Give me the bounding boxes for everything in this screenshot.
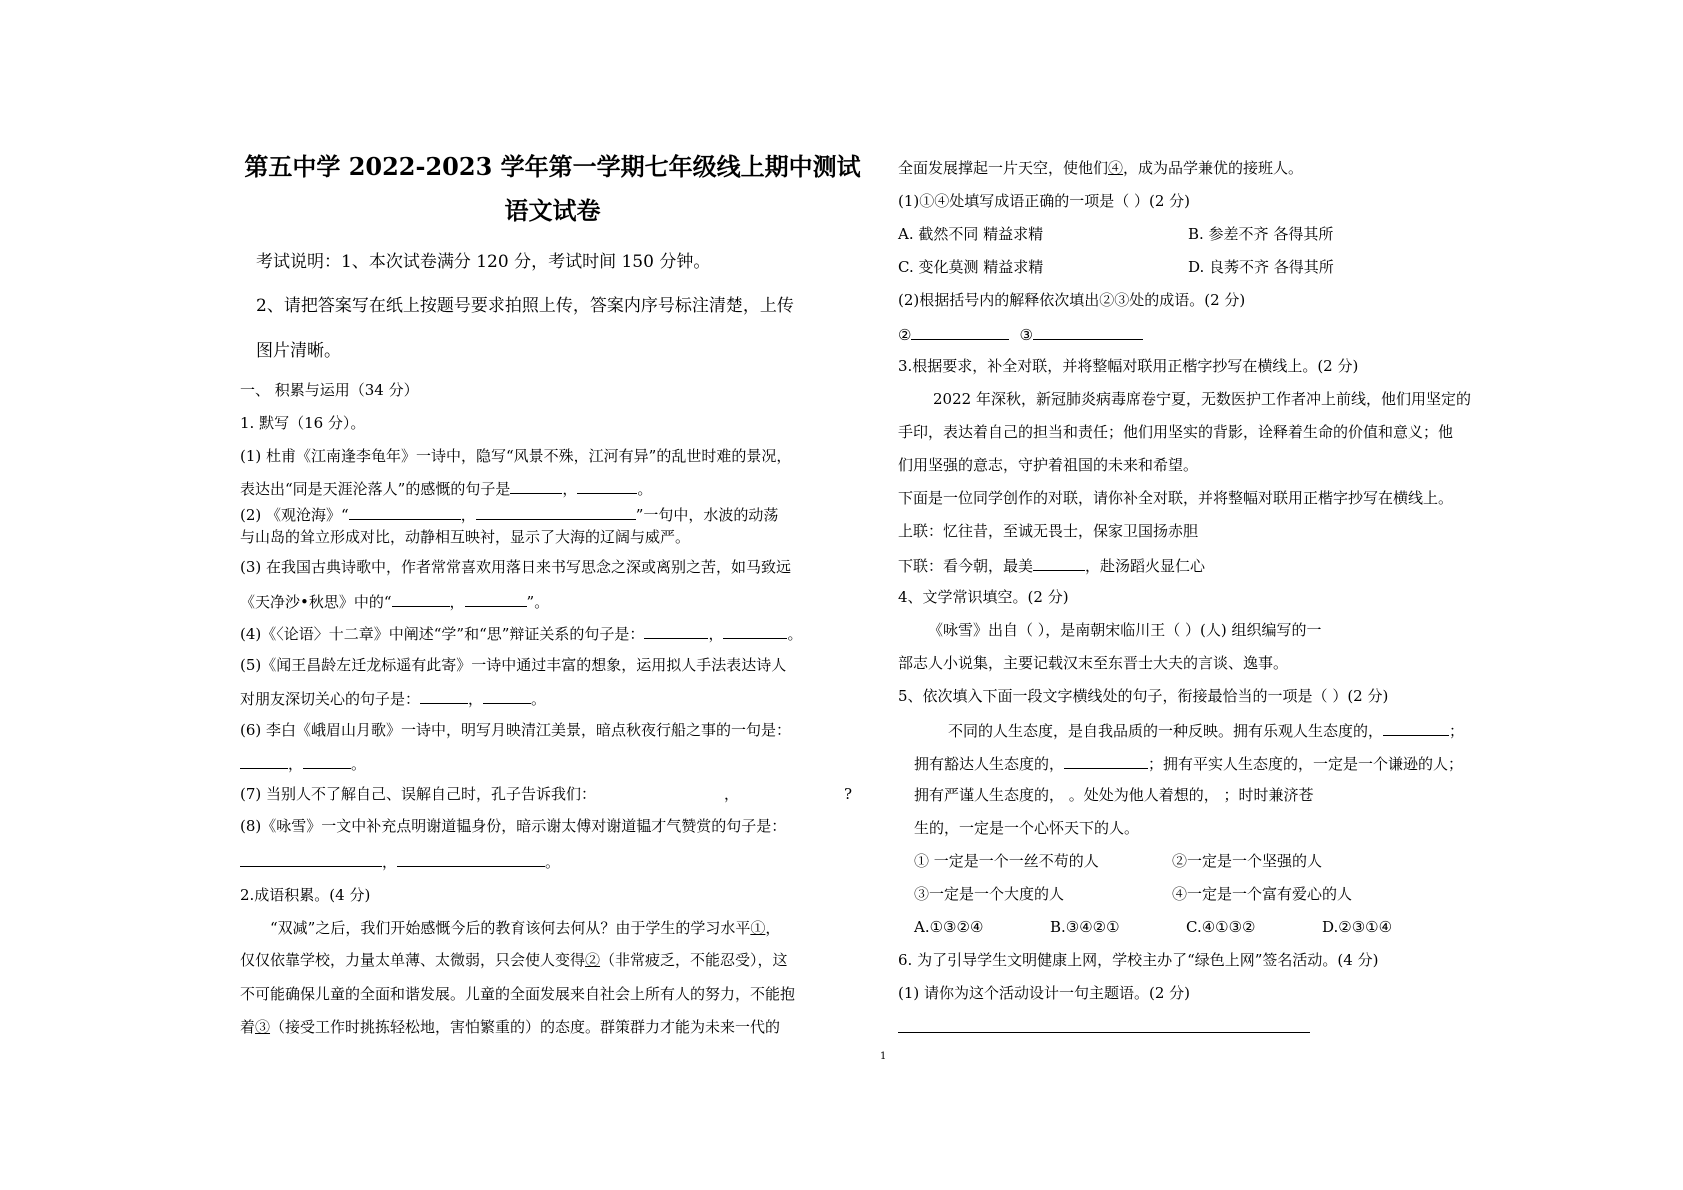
q5-option-1: ① 一定是一个一丝不苟的人 <box>914 852 1099 870</box>
q5-answer-d: D.②③①④ <box>1322 918 1393 936</box>
q1-sub8-line1: (8)《咏雪》一文中补充点明谢道韫身份，暗示谢太傅对谢道韫才气赞赏的句子是： <box>240 817 787 835</box>
q2-passage-line5: 全面发展撑起一片天空，使他们④，成为品学兼优的接班人。 <box>898 159 1304 177</box>
q2-sub2-answers: ② ③ <box>898 323 1143 345</box>
q3-passage-line4: 下面是一位同学创作的对联，请你补全对联，并将整幅对联用正楷字抄写在横线上。 <box>898 489 1454 507</box>
q1-sub7: (7) 当别人不了解自己、误解自己时，孔子告诉我们： ， ? <box>240 785 853 803</box>
q5-line2: 拥有豁达人生态度的， ；拥有平实人生态度的，一定是一个谦逊的人； <box>914 752 1463 774</box>
q5-option-3: ③一定是一个大度的人 <box>914 885 1065 903</box>
blank[interactable] <box>240 752 288 769</box>
q2-passage-line4: 着③（接受工作时挑拣轻松地，害怕繁重的）的态度。群策群力才能为未来一代的 <box>240 1018 781 1036</box>
q6-answer-line <box>898 1016 1310 1038</box>
q2-option-d: D. 良莠不齐 各得其所 <box>1188 258 1334 276</box>
blank[interactable] <box>577 477 637 494</box>
instruction-3: 图片清晰。 <box>256 341 341 361</box>
blank[interactable] <box>420 687 468 704</box>
q2-sub1: (1)①④处填写成语正确的一项是（ ）(2 分) <box>898 192 1191 210</box>
q2-heading: 2.成语积累。(4 分) <box>240 886 371 904</box>
blank[interactable] <box>483 687 531 704</box>
q3-lower-couplet: 下联：看今朝，最美 ，赴汤蹈火显仁心 <box>898 554 1205 576</box>
blank[interactable] <box>723 622 787 639</box>
blank[interactable] <box>392 590 450 607</box>
q1-sub4: (4)《〈论语〉十二章》中阐述“学”和“思”辩证关系的句子是： ， 。 <box>240 622 802 644</box>
q1-sub2-line2: 与山岛的耸立形成对比，动静相互映衬，显示了大海的辽阔与威严。 <box>240 528 691 546</box>
blank[interactable] <box>1064 752 1148 769</box>
q4-line2: 部志人小说集，主要记载汉末至东晋士大夫的言谈、逸事。 <box>898 654 1289 672</box>
section-heading: 一、 积累与运用（34 分） <box>240 381 419 399</box>
left-column <box>240 0 865 1100</box>
q5-option-2: ②一定是一个坚强的人 <box>1172 852 1323 870</box>
q2-sub2: (2)根据括号内的解释依次填出②③处的成语。(2 分) <box>898 291 1246 309</box>
blank[interactable] <box>240 850 382 867</box>
q1-sub1-line2: 表达出“同是天涯沦落人”的感慨的句子是 ， 。 <box>240 477 652 499</box>
q1-sub6-line1: (6) 李白《峨眉山月歌》一诗中，明写月映清江美景，暗点秋夜行船之事的一句是： <box>240 721 792 739</box>
q5-option-4: ④一定是一个富有爱心的人 <box>1172 885 1353 903</box>
blank[interactable] <box>898 1016 1310 1033</box>
q6-sub1: (1) 请你为这个活动设计一句主题语。(2 分) <box>898 984 1191 1002</box>
q1-heading: 1. 默写（16 分）。 <box>240 414 366 432</box>
blank[interactable] <box>1033 323 1143 340</box>
exam-title: 第五中学 2022-2023 学年第一学期七年级线上期中测试 <box>244 152 861 181</box>
right-column <box>898 0 1528 1100</box>
q1-sub1-line1: (1) 杜甫《江南逢李龟年》一诗中，隐写“风景不殊，江河有异”的乱世时难的景况， <box>240 447 792 465</box>
q2-option-b: B. 参差不齐 各得其所 <box>1188 225 1334 243</box>
blank[interactable] <box>397 850 545 867</box>
q5-line3: 拥有严谨人生态度的， 。处处为他人着想的， ；时时兼济苍 <box>914 786 1314 804</box>
blank[interactable] <box>465 590 527 607</box>
blank[interactable] <box>1033 554 1085 571</box>
q2-passage-line3: 不可能确保儿童的全面和谐发展。儿童的全面发展来自社会上所有人的努力，不能抱 <box>240 985 796 1003</box>
q5-line1: 不同的人生态度，是自我品质的一种反映。拥有乐观人生态度的， ； <box>948 719 1464 741</box>
blank[interactable] <box>349 503 461 520</box>
q5-line4: 生的，一定是一个心怀天下的人。 <box>914 819 1140 837</box>
q1-sub8-line2: ， 。 <box>240 850 560 872</box>
exam-subtitle: 语文试卷 <box>504 196 601 225</box>
q1-sub2-line1: (2) 《观沧海》“ ， ”一句中，水波的动荡 <box>240 503 778 525</box>
page-number: 1 <box>880 1051 887 1062</box>
q2-option-c: C. 变化莫测 精益求精 <box>898 258 1044 276</box>
q1-sub3-line2: 《天净沙•秋思》中的“ ， ”。 <box>240 590 549 612</box>
q5-heading: 5、依次填入下面一段文字横线处的句子，衔接最恰当的一项是（ ）(2 分) <box>898 687 1389 705</box>
q3-heading: 3.根据要求，补全对联，并将整幅对联用正楷字抄写在横线上。(2 分) <box>898 357 1359 375</box>
q3-passage-line1: 2022 年深秋，新冠肺炎病毒席卷宁夏，无数医护工作者冲上前线，他们用坚定的 <box>933 390 1471 408</box>
q2-option-a: A. 截然不同 精益求精 <box>898 225 1044 243</box>
q6-heading: 6. 为了引导学生文明健康上网，学校主办了“绿色上网”签名活动。(4 分) <box>898 951 1379 969</box>
instruction-2: 2、请把答案写在纸上按题号要求拍照上传，答案内序号标注清楚，上传 <box>256 296 794 316</box>
q1-sub5-line2: 对朋友深切关心的句子是： ， 。 <box>240 687 546 709</box>
q1-sub6-line2: ， 。 <box>240 752 366 774</box>
q4-heading: 4、文学常识填空。(2 分) <box>898 588 1069 606</box>
q2-passage-line1: “双减”之后，我们开始感慨今后的教育该何去何从？由于学生的学习水平①， <box>270 919 781 937</box>
blank[interactable] <box>644 622 708 639</box>
q1-sub5-line1: (5)《闻王昌龄左迁龙标遥有此寄》一诗中通过丰富的想象，运用拟人手法表达诗人 <box>240 656 787 674</box>
q2-passage-line2: 仅仅依靠学校，力量太单薄、太微弱，只会使人变得②（非常疲乏，不能忍受），这 <box>240 951 788 969</box>
q4-line1: 《咏雪》出自（ ），是南朝宋临川王（ ）(人) 组织编写的一 <box>928 621 1322 639</box>
q3-upper-couplet: 上联：忆往昔，至诚无畏士，保家卫国扬赤胆 <box>898 522 1199 540</box>
q5-answer-c: C.④①③② <box>1186 918 1256 936</box>
q5-answer-a: A.①③②④ <box>914 918 984 936</box>
blank[interactable] <box>1383 719 1449 736</box>
q3-passage-line3: 们用坚强的意志，守护着祖国的未来和希望。 <box>898 456 1199 474</box>
q1-sub3-line1: (3) 在我国古典诗歌中，作者常常喜欢用落日来书写思念之深或离别之苦，如马致远 <box>240 558 792 576</box>
instruction-1: 考试说明：1、本次试卷满分 120 分，考试时间 150 分钟。 <box>256 252 711 272</box>
blank[interactable] <box>911 323 1009 340</box>
blank[interactable] <box>476 503 636 520</box>
q5-answer-b: B.③④②① <box>1050 918 1120 936</box>
blank[interactable] <box>510 477 562 494</box>
q3-passage-line2: 手印，表达着自己的担当和责任；他们用坚实的背影，诠释着生命的价值和意义；他 <box>898 423 1454 441</box>
blank[interactable] <box>303 752 351 769</box>
